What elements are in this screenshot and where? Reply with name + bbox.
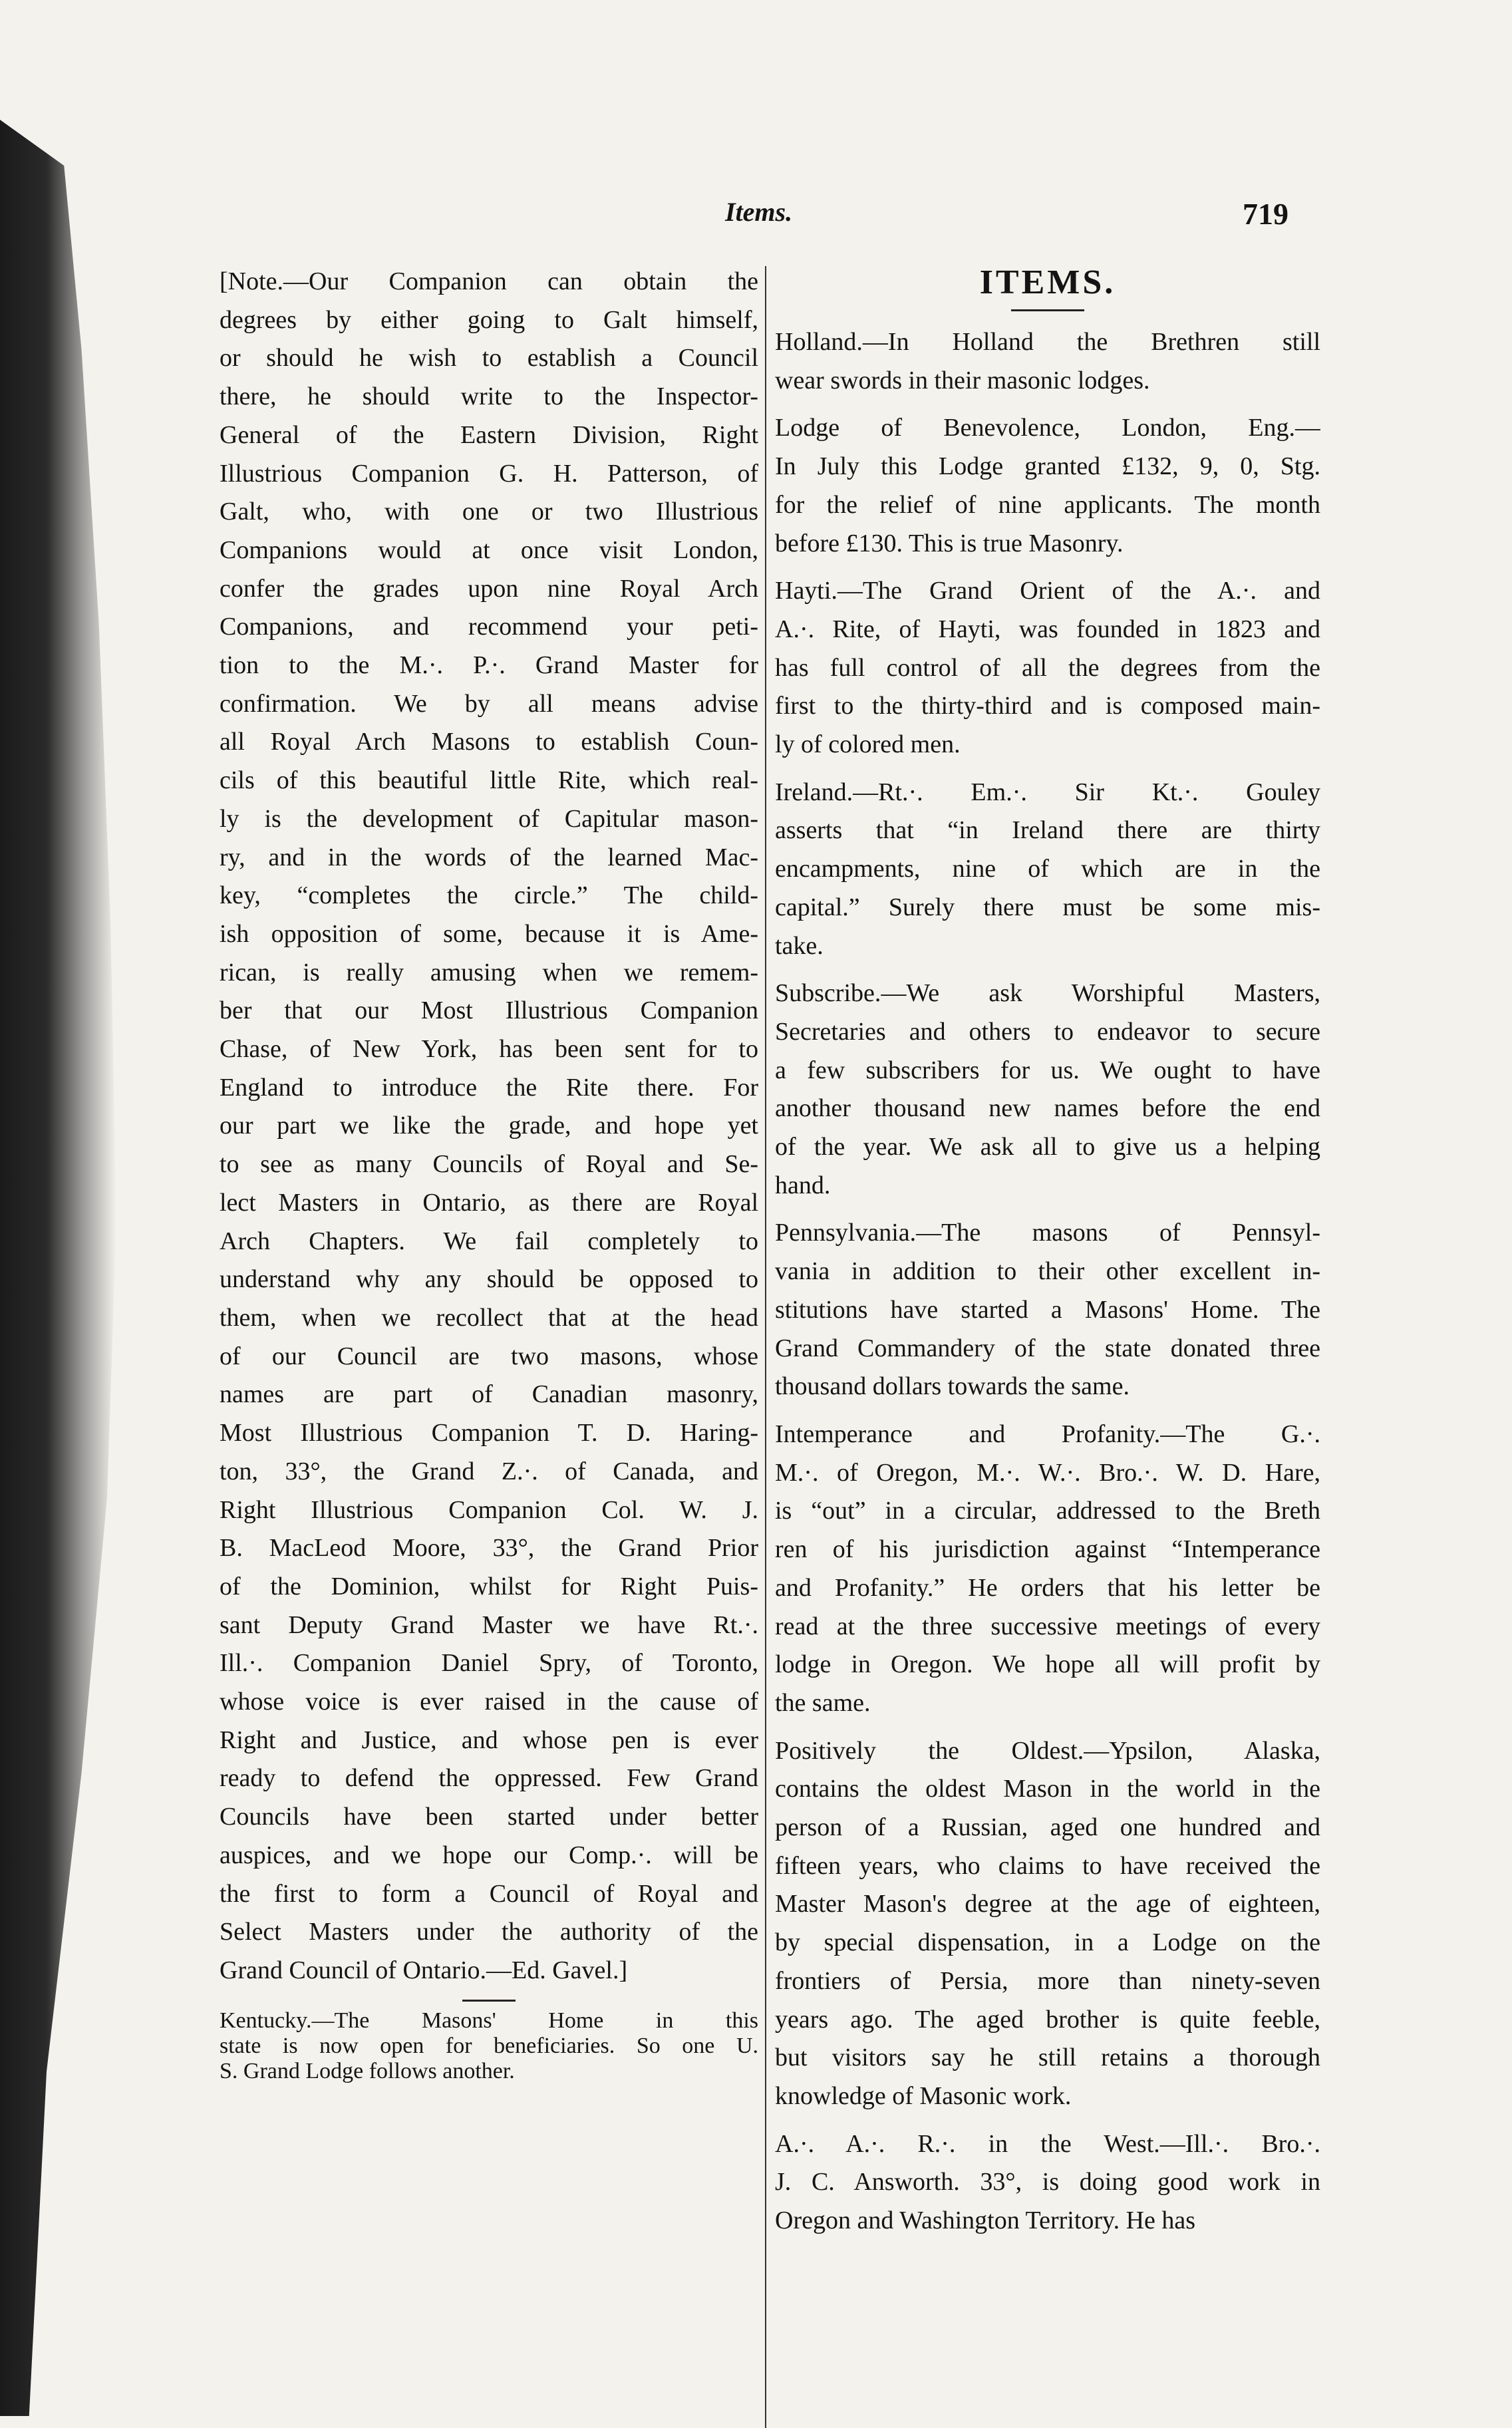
note-line: the first to form a Council of Royal and xyxy=(220,1879,758,1908)
page-number: 719 xyxy=(1243,197,1288,231)
note-line: Right and Justice, and whose pen is ever xyxy=(220,1726,758,1754)
item-line: knowledge of Masonic work. xyxy=(775,2081,1072,2110)
item-line: A.·. Rite, of Hayti, was founded in 1823 and xyxy=(775,615,1320,643)
item-line: take. xyxy=(775,931,824,960)
column-divider xyxy=(765,266,766,2428)
news-item xyxy=(775,1732,1320,2116)
note-line: tion to the M.·. P.·. Grand Master for xyxy=(220,651,758,680)
item-line: a few subscribers for us. We ought to have xyxy=(775,1056,1320,1084)
note-line: them, when we recollect that at the head xyxy=(220,1303,758,1332)
item-line: lodge in Oregon. We hope all will profit by xyxy=(775,1650,1320,1679)
note-line: Most Illustrious Companion T. D. Haring- xyxy=(220,1419,758,1447)
note-line: to see as many Councils of Royal and Se- xyxy=(220,1150,758,1179)
item-line: but visitors say he still retains a thorough xyxy=(775,2044,1320,2072)
item-line: Positively the Oldest.—Ypsilon, Alaska, xyxy=(775,1736,1320,1765)
item-line: first to the thirty-third and is composed main- xyxy=(775,692,1320,720)
item-line: read at the three successive meetings of every xyxy=(775,1612,1320,1640)
item-line: is “out” in a circular, addressed to the Breth xyxy=(775,1497,1320,1525)
item-line: by special dispensation, in a Lodge on the xyxy=(775,1928,1320,1957)
note-line: General of the Eastern Division, Right xyxy=(220,420,758,449)
news-item xyxy=(775,975,1320,1205)
note-line: Companions, and recommend your peti- xyxy=(220,613,758,641)
section-title-rule xyxy=(1011,309,1084,311)
note-line: Select Masters under the authority of the xyxy=(220,1918,758,1946)
kentucky-item xyxy=(220,2008,758,2084)
note-line: key, “completes the circle.” The child- xyxy=(220,881,758,910)
note-line: Galt, who, with one or two Illustrious xyxy=(220,498,758,526)
item-line: frontiers of Persia, more than ninety-seven xyxy=(775,1966,1320,1995)
item-line: contains the oldest Mason in the world in the xyxy=(775,1775,1320,1803)
kentucky-line: Kentucky.—The Masons' Home in this xyxy=(220,2008,758,2033)
page-header xyxy=(0,196,1512,243)
footnote-rule xyxy=(462,2000,516,2002)
note-line: names are part of Canadian masonry, xyxy=(220,1380,758,1409)
note-line: degrees by either going to Galt himself, xyxy=(220,305,758,334)
running-head: Items. xyxy=(725,197,793,227)
note-line: confer the grades upon nine Royal Arch xyxy=(220,574,758,603)
note-line: confirmation. We by all means advise xyxy=(220,689,758,718)
news-item xyxy=(775,409,1320,563)
item-line: wear swords in their masonic lodges. xyxy=(775,366,1150,394)
item-line: Grand Commandery of the state donated three xyxy=(775,1334,1320,1362)
note-line: cils of this beautiful little Rite, which real- xyxy=(220,766,758,795)
item-line: Subscribe.—We ask Worshipful Masters, xyxy=(775,979,1320,1008)
item-line: Intemperance and Profanity.—The G.·. xyxy=(775,1420,1320,1448)
note-line: Arch Chapters. We fail completely to xyxy=(220,1227,758,1255)
note-line: auspices, and we hope our Comp.·. will be xyxy=(220,1841,758,1869)
item-line: Ireland.—Rt.·. Em.·. Sir Kt.·. Gouley xyxy=(775,778,1320,806)
note-line: our part we like the grade, and hope yet xyxy=(220,1112,758,1140)
item-line: years ago. The aged brother is quite feeble, xyxy=(775,2005,1320,2034)
item-line: the same. xyxy=(775,1688,871,1717)
note-line: Grand Council of Ontario.—Ed. Gavel.] xyxy=(220,1956,628,1984)
note-line: Ill.·. Companion Daniel Spry, of Toronto, xyxy=(220,1649,758,1678)
note-line: of our Council are two masons, whose xyxy=(220,1342,758,1370)
news-item xyxy=(775,572,1320,764)
page-edge-shadow xyxy=(0,120,116,2416)
item-line: Holland.—In Holland the Brethren still xyxy=(775,328,1320,356)
note-line: lect Masters in Ontario, as there are Royal xyxy=(220,1188,758,1217)
item-line: In July this Lodge granted £132, 9, 0, Stg. xyxy=(775,452,1320,481)
item-line: stitutions have started a Masons' Home. The xyxy=(775,1295,1320,1324)
item-line: of the year. We ask all to give us a helping xyxy=(775,1133,1320,1161)
item-line: ly of colored men. xyxy=(775,730,961,759)
left-column xyxy=(220,263,758,2084)
note-line: ish opposition of some, because it is Ame- xyxy=(220,919,758,948)
note-line: sant Deputy Grand Master we have Rt.·. xyxy=(220,1610,758,1639)
item-line: J. C. Answorth. 33°, is doing good work in xyxy=(775,2168,1320,2197)
item-line: vania in addition to their other excellent in- xyxy=(775,1257,1320,1286)
item-line: Master Mason's degree at the age of eighteen, xyxy=(775,1890,1320,1918)
item-line: asserts that “in Ireland there are thirty xyxy=(775,816,1320,845)
item-line: person of a Russian, aged one hundred and xyxy=(775,1813,1320,1842)
note-line: Companions would at once visit London, xyxy=(220,535,758,564)
item-line: Lodge of Benevolence, London, Eng.— xyxy=(775,414,1320,442)
note-line: Councils have been started under better xyxy=(220,1803,758,1831)
note-line: [Note.—Our Companion can obtain the xyxy=(220,267,758,295)
note-line: Illustrious Companion G. H. Patterson, of xyxy=(220,459,758,488)
note-line: rican, is really amusing when we remem- xyxy=(220,958,758,986)
right-column xyxy=(775,263,1320,2250)
note-line: whose voice is ever raised in the cause of xyxy=(220,1688,758,1716)
note-line: ready to defend the oppressed. Few Grand xyxy=(220,1764,758,1793)
item-line: hand. xyxy=(775,1171,831,1199)
note-line: ber that our Most Illustrious Companion xyxy=(220,996,758,1025)
item-line: before £130. This is true Masonry. xyxy=(775,529,1124,557)
item-line: ren of his jurisdiction against “Intemperance xyxy=(775,1535,1320,1564)
item-line: and Profanity.” He orders that his letter be xyxy=(775,1573,1320,1602)
note-line: of the Dominion, whilst for Right Puis- xyxy=(220,1572,758,1600)
item-line: A.·. A.·. R.·. in the West.—Ill.·. Bro.·. xyxy=(775,2129,1320,2158)
note-line: England to introduce the Rite there. For xyxy=(220,1073,758,1102)
news-item xyxy=(775,774,1320,966)
section-title: ITEMS. xyxy=(979,263,1116,301)
news-item xyxy=(775,1214,1320,1406)
item-line: thousand dollars towards the same. xyxy=(775,1372,1130,1401)
note-line: ly is the development of Capitular mason- xyxy=(220,804,758,833)
item-line: Oregon and Washington Territory. He has xyxy=(775,2206,1196,2235)
note-line: ton, 33°, the Grand Z.·. of Canada, and xyxy=(220,1457,758,1485)
note-line: all Royal Arch Masons to establish Coun- xyxy=(220,728,758,756)
items-list xyxy=(775,323,1320,2240)
note-line: Chase, of New York, has been sent for to xyxy=(220,1035,758,1064)
item-line: encampments, nine of which are in the xyxy=(775,855,1320,883)
item-line: another thousand new names before the end xyxy=(775,1094,1320,1123)
editor-note xyxy=(220,263,758,1990)
item-line: has full control of all the degrees from the xyxy=(775,653,1320,682)
item-line: for the relief of nine applicants. The month xyxy=(775,490,1320,519)
note-line: ry, and in the words of the learned Mac- xyxy=(220,843,758,871)
item-line: fifteen years, who claims to have received the xyxy=(775,1851,1320,1880)
item-line: Secretaries and others to endeavor to secure xyxy=(775,1017,1320,1046)
kentucky-line: S. Grand Lodge follows another. xyxy=(220,2058,515,2083)
item-line: Pennsylvania.—The masons of Pennsyl- xyxy=(775,1219,1320,1247)
news-item xyxy=(775,323,1320,400)
note-line: Right Illustrious Companion Col. W. J. xyxy=(220,1495,758,1524)
news-item xyxy=(775,1416,1320,1723)
note-line: B. MacLeod Moore, 33°, the Grand Prior xyxy=(220,1534,758,1563)
item-line: capital.” Surely there must be some mis- xyxy=(775,893,1320,921)
kentucky-line: state is now open for beneficiaries. So one U. xyxy=(220,2033,758,2058)
note-line: understand why any should be opposed to xyxy=(220,1265,758,1294)
item-line: Hayti.—The Grand Orient of the A.·. and xyxy=(775,577,1320,605)
news-item xyxy=(775,2125,1320,2240)
note-line: there, he should write to the Inspector- xyxy=(220,382,758,411)
item-line: M.·. of Oregon, M.·. W.·. Bro.·. W. D. Hare, xyxy=(775,1458,1320,1487)
note-line: or should he wish to establish a Council xyxy=(220,344,758,373)
